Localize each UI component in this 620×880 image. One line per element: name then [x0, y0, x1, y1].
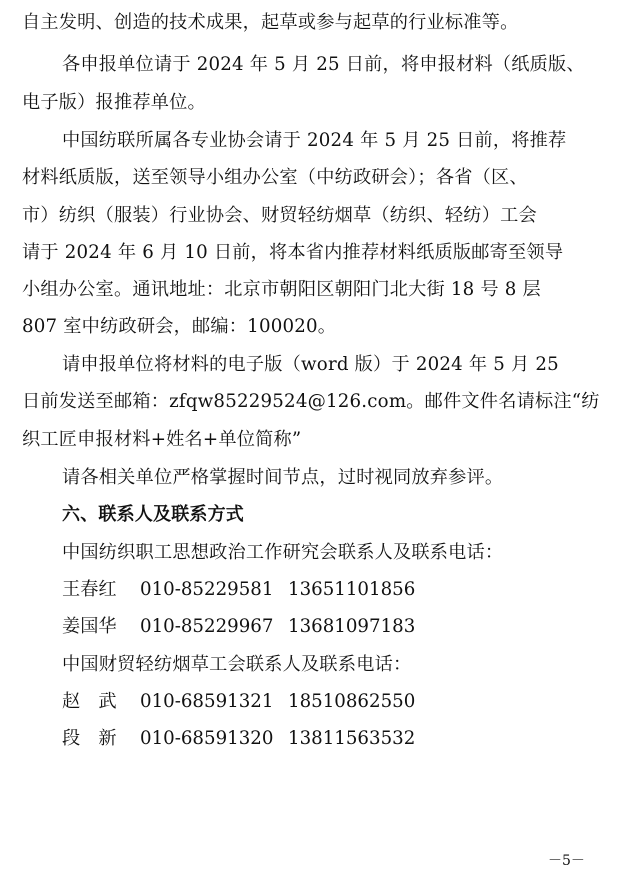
contact-group-title: 中国财贸轻纺烟草工会联系人及联系电话： [62, 654, 412, 675]
paragraph-line: 中国纺联所属各专业协会请于 2024 年 5 月 25 日前，将推荐 [62, 130, 567, 151]
paragraph-line: 请申报单位将材料的电子版（word 版）于 2024 年 5 月 25 [62, 354, 559, 375]
page-number: －5－ [548, 853, 585, 869]
paragraph-line: 各申报单位请于 2024 年 5 月 25 日前，将申报材料（纸质版、 [62, 54, 585, 75]
paragraph-line: 请各相关单位严格掌握时间节点，过时视同放弃参评。 [62, 467, 504, 488]
contact-name: 赵 武 [62, 691, 117, 712]
contact-row [62, 726, 415, 752]
contact-tel: 010-85229581 [140, 579, 274, 600]
section-heading: 六、联系人及联系方式 [62, 504, 244, 525]
contact-name: 段 新 [62, 728, 117, 749]
paragraph-line: 自主发明、创造的技术成果，起草或参与起草的行业标准等。 [22, 12, 519, 33]
contact-tel: 010-68591321 [140, 691, 274, 712]
contact-tel: 010-85229967 [140, 616, 274, 637]
contact-row [62, 577, 415, 603]
contact-mobile: 13651101856 [288, 579, 416, 600]
paragraph-line: 日前发送至邮箱：zfqw85229524@126.com。邮件文件名请标注“纺 [22, 391, 600, 412]
contact-tel: 010-68591320 [140, 728, 274, 749]
contact-mobile: 13681097183 [288, 616, 416, 637]
paragraph-line: 请于 2024 年 6 月 10 日前，将本省内推荐材料纸质版邮寄至领导 [22, 242, 564, 263]
paragraph-line: 807 室中纺政研会，邮编：100020。 [22, 316, 337, 337]
paragraph-line: 电子版）报推荐单位。 [22, 92, 206, 113]
contact-mobile: 13811563532 [288, 728, 416, 749]
paragraph-line: 小组办公室。通讯地址：北京市朝阳区朝阳门北大街 18 号 8 层 [22, 279, 541, 300]
contact-name: 王春红 [62, 579, 117, 600]
contact-name: 姜国华 [62, 616, 117, 637]
paragraph-line: 材料纸质版，送至领导小组办公室（中纺政研会）；各省（区、 [22, 167, 528, 188]
contact-group-title: 中国纺织职工思想政治工作研究会联系人及联系电话： [62, 542, 504, 563]
paragraph-line: 市）纺织（服装）行业协会、财贸轻纺烟草（纺织、轻纺）工会 [22, 205, 537, 226]
contact-row [62, 614, 415, 640]
contact-row [62, 689, 415, 715]
contact-mobile: 18510862550 [288, 691, 416, 712]
paragraph-line: 织工匠申报材料+姓名+单位简称” [22, 429, 302, 450]
